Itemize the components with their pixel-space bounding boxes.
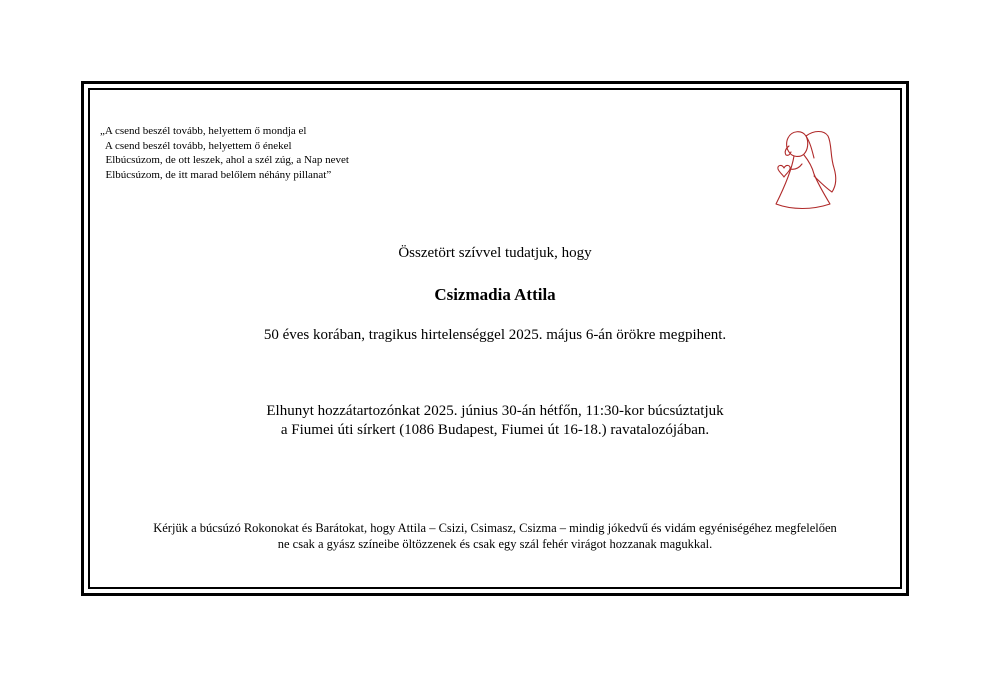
age-line: 50 éves korában, tragikus hirtelenséggel 2025. május 6-án örökre megpihent. [263,327,727,343]
poem-line: Elbúcsúzom, de ott leszek, ahol a szél zúg, a Nap nevet [100,154,349,166]
request-line-2: ne csak a gyász színeibe öltözzenek és csak egy szál fehér virágot hozzanak magukkal. [277,537,713,551]
funeral-line-1: Elhunyt hozzátartozónkat 2025. június 30-án hétfőn, 11:30-kor búcsúztatjuk [266,403,724,419]
poem-line: Elbúcsúzom, de itt marad belőlem néhány pillanat” [100,168,332,181]
funeral-info [88,402,902,440]
intro-text: Összetört szívvel tudatjuk, hogy [398,245,592,261]
poem-block [100,124,349,182]
poem-line: A csend beszél tovább, helyettem ő énekel [100,139,292,152]
request-line-1: Kérjük a búcsúzó Rokonokat és Barátokat, hogy Attila – Csizi, Csimasz, Csizma – mindig jókedvű és vidám egyéniségéhez megfelelően [153,521,837,535]
angel-icon [762,124,844,216]
request-text [88,520,902,552]
deceased-name: Csizmadia Attila [434,285,556,304]
poem-line: „A csend beszél tovább, helyettem ő mondja el [100,125,307,137]
funeral-line-2: a Fiumei úti sírkert (1086 Budapest, Fiumei út 16-18.) ravatalozójában. [280,422,710,438]
